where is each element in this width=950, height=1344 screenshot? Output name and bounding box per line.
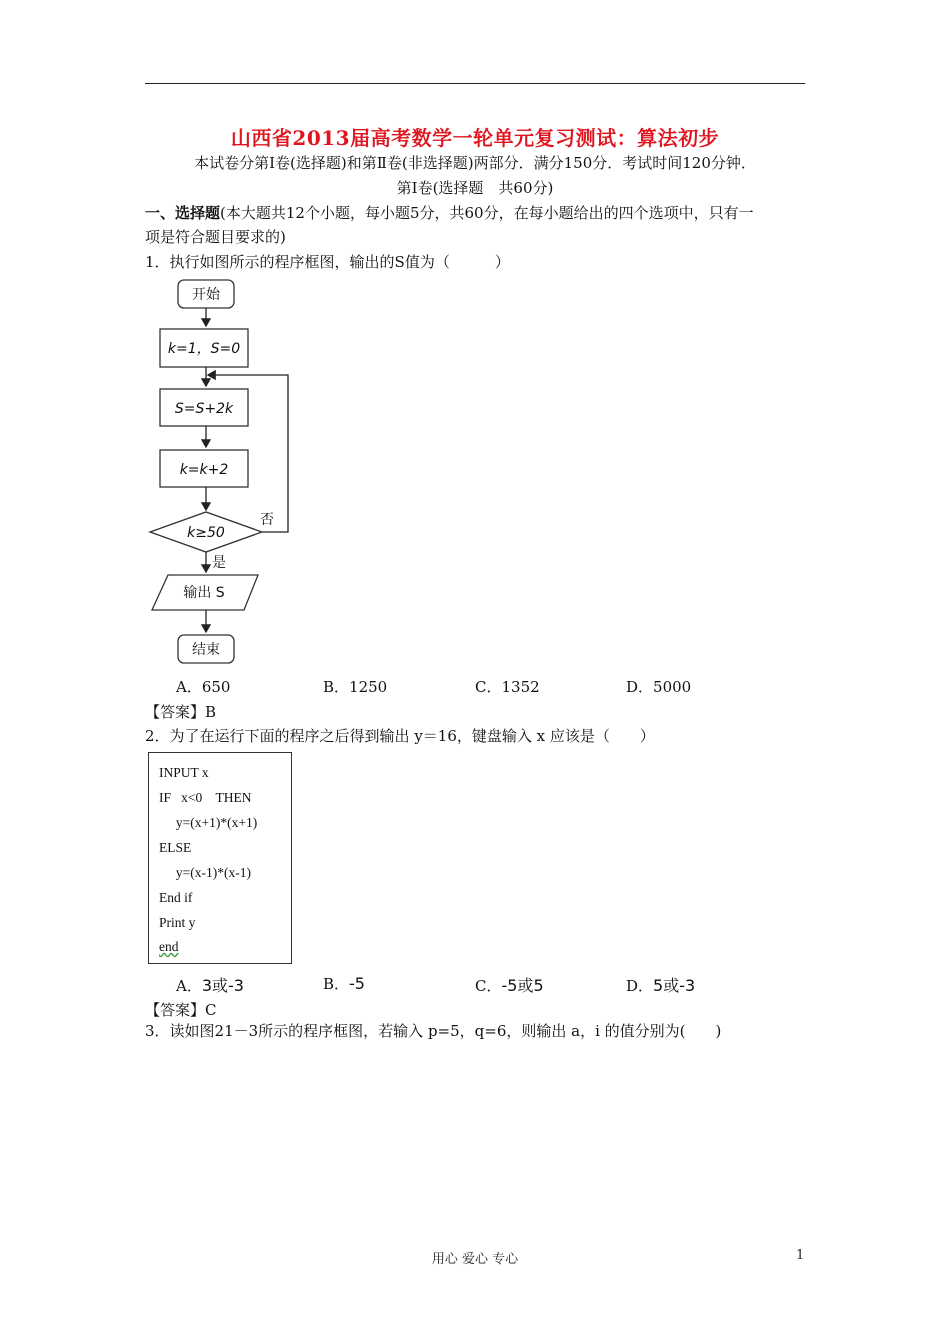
- q1-stem: 1．执行如图所示的程序框图，输出的S值为（ ）: [145, 253, 510, 271]
- q1-flowchart: [140, 274, 310, 670]
- q2-program-box: [148, 752, 292, 964]
- code-line: y=(x-1)*(x-1): [159, 865, 251, 880]
- exam-intro: 本试卷分第Ⅰ卷(选择题)和第Ⅱ卷(非选择题)两部分．满分150分．考试时间120分钟．: [194, 154, 756, 172]
- flow-end-label: 结束: [192, 642, 220, 658]
- code-line: End if: [159, 890, 193, 905]
- q2-option-a-letter: A．: [176, 977, 202, 995]
- q3-stem: 3．读如图21－3所示的程序框图，若输入 p=5，q=6，则输出 a，i 的值分别为( ): [145, 1022, 722, 1040]
- q2-option-c-value: -5或5: [501, 976, 544, 995]
- q2-option-a-value: 3或-3: [201, 976, 244, 995]
- header-rule: [145, 83, 805, 84]
- q2-option-b-letter: B．: [323, 975, 350, 993]
- q2-answer: 【答案】C: [145, 1001, 217, 1019]
- section1-desc-cont: 项是符合题目要求的): [145, 228, 286, 246]
- q1-option-c: C．1352: [475, 678, 540, 696]
- flow-output-label: 输出 S: [183, 585, 225, 601]
- flow-start-label: 开始: [192, 287, 220, 303]
- q2-option-b-value: -5: [349, 974, 365, 993]
- flow-init-label: k=1，S=0: [167, 341, 241, 357]
- code-line: ELSE: [159, 840, 192, 855]
- footer-slogan: 用心 爱心 专心: [431, 1252, 519, 1267]
- flow-no-label: 否: [260, 512, 274, 528]
- q2-stem: 2．为了在运行下面的程序之后得到输出 y＝16，键盘输入 x 应该是（ ）: [145, 727, 655, 745]
- document-title: 山西省2013届高考数学一轮单元复习测试：算法初步: [230, 126, 720, 150]
- flow-step1-label: S=S+2k: [174, 401, 234, 417]
- section1-heading: 一、选择题: [145, 204, 221, 222]
- section1-instructions: [145, 202, 754, 223]
- q2-option-b: [323, 973, 365, 994]
- flow-yes-label: 是: [212, 555, 226, 571]
- section1-desc: (本大题共12个小题，每小题5分，共60分，在每小题给出的四个选项中，只有一: [220, 204, 754, 222]
- code-line: IF x<0 THEN: [159, 790, 252, 805]
- part-title: 第Ⅰ卷(选择题 共60分): [396, 179, 554, 197]
- code-line: Print y: [159, 915, 196, 930]
- q2-option-d-value: 5或-3: [653, 976, 696, 995]
- q1-answer: 【答案】B: [145, 703, 217, 721]
- q1-option-b: B．1250: [323, 678, 388, 696]
- q2-option-a: [176, 973, 244, 996]
- code-line: end: [159, 939, 179, 954]
- q1-option-a: A．650: [176, 678, 231, 696]
- flow-decision-label: k≥50: [187, 525, 225, 541]
- q2-option-d: [626, 973, 695, 996]
- flow-step2-label: k=k+2: [179, 462, 229, 478]
- q2-option-c: [475, 973, 544, 996]
- q2-option-d-letter: D．: [626, 977, 654, 995]
- code-line: INPUT x: [159, 765, 209, 780]
- q2-option-c-letter: C．: [475, 977, 502, 995]
- q1-option-d: D．5000: [626, 678, 692, 696]
- code-line: y=(x+1)*(x+1): [159, 815, 258, 830]
- page-number: 1: [796, 1248, 805, 1263]
